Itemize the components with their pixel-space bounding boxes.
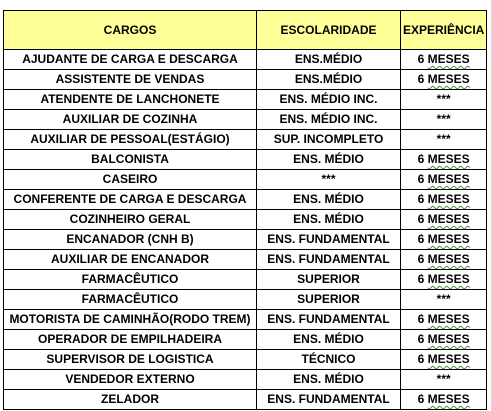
cell-cargo[interactable]: MOTORISTA DE CAMINHÃO(RODO TREM) [4,310,257,330]
cell-cargo[interactable]: ASSISTENTE DE VENDAS [4,70,257,90]
cell-experiencia[interactable]: 6 MESES [401,150,487,170]
cell-escolaridade[interactable]: ENS. MÉDIO [257,370,401,390]
table-row [4,390,487,410]
cell-experiencia[interactable]: 6 MESES [401,270,487,290]
job-openings-table [3,10,487,410]
cell-escolaridade[interactable]: ENS.MÉDIO [257,70,401,90]
header-row [4,11,487,50]
cell-cargo[interactable]: VENDEDOR EXTERNO [4,370,257,390]
cell-cargo[interactable]: CONFERENTE DE CARGA E DESCARGA [4,190,257,210]
header-escolaridade[interactable]: ESCOLARIDADE [257,11,401,50]
cell-cargo[interactable]: AUXILIAR DE COZINHA [4,110,257,130]
table-row [4,270,487,290]
table-row [4,230,487,250]
cell-experiencia[interactable]: 6 MESES [401,230,487,250]
cell-escolaridade[interactable]: ENS. FUNDAMENTAL [257,230,401,250]
cell-experiencia[interactable]: 6 MESES [401,330,487,350]
cell-escolaridade[interactable]: SUPERIOR [257,270,401,290]
cell-escolaridade[interactable]: ENS. MÉDIO INC. [257,110,401,130]
cell-escolaridade[interactable]: SUP. INCOMPLETO [257,130,401,150]
table-row [4,50,487,70]
table-row [4,330,487,350]
table-row [4,70,487,90]
header-experiencia[interactable]: EXPERIÊNCIA [401,11,487,50]
cell-experiencia[interactable]: 6 MESES [401,50,487,70]
cell-escolaridade[interactable]: ENS. MÉDIO [257,330,401,350]
cell-escolaridade[interactable]: ENS. MÉDIO INC. [257,90,401,110]
table-row [4,370,487,390]
cell-escolaridade[interactable]: ENS. FUNDAMENTAL [257,250,401,270]
cell-experiencia[interactable]: 6 MESES [401,250,487,270]
table-row [4,310,487,330]
cell-escolaridade[interactable]: ENS. MÉDIO [257,190,401,210]
table-row [4,170,487,190]
cell-experiencia[interactable]: 6 MESES [401,210,487,230]
cell-escolaridade[interactable]: ENS. MÉDIO [257,150,401,170]
table-row [4,250,487,270]
cell-cargo[interactable]: AUXILIAR DE PESSOAL(ESTÁGIO) [4,130,257,150]
table-row [4,290,487,310]
cell-cargo[interactable]: FARMACÊUTICO [4,290,257,310]
cell-experiencia[interactable]: *** [401,130,487,150]
cell-escolaridade[interactable]: ENS. MÉDIO [257,210,401,230]
cell-experiencia[interactable]: 6 MESES [401,310,487,330]
cell-cargo[interactable]: FARMACÊUTICO [4,270,257,290]
cell-experiencia[interactable]: 6 MESES [401,390,487,410]
table-row [4,90,487,110]
cell-escolaridade[interactable]: SUPERIOR [257,290,401,310]
cell-cargo[interactable]: AJUDANTE DE CARGA E DESCARGA [4,50,257,70]
cell-cargo[interactable]: SUPERVISOR DE LOGISTICA [4,350,257,370]
cell-cargo[interactable]: ZELADOR [4,390,257,410]
cell-experiencia[interactable]: *** [401,90,487,110]
header-cargos[interactable]: CARGOS [4,11,257,50]
cell-experiencia[interactable]: *** [401,370,487,390]
table-row [4,130,487,150]
cell-cargo[interactable]: COZINHEIRO GERAL [4,210,257,230]
table-row [4,150,487,170]
cell-cargo[interactable]: OPERADOR DE EMPILHADEIRA [4,330,257,350]
table-row [4,210,487,230]
cell-cargo[interactable]: ATENDENTE DE LANCHONETE [4,90,257,110]
cell-escolaridade[interactable]: *** [257,170,401,190]
table-row [4,350,487,370]
cell-experiencia[interactable]: 6 MESES [401,70,487,90]
cell-cargo[interactable]: ENCANADOR (CNH B) [4,230,257,250]
table-row [4,110,487,130]
cell-experiencia[interactable]: 6 MESES [401,170,487,190]
table-row [4,190,487,210]
cell-cargo[interactable]: AUXILIAR DE ENCANADOR [4,250,257,270]
cell-cargo[interactable]: CASEIRO [4,170,257,190]
cell-escolaridade[interactable]: ENS. FUNDAMENTAL [257,390,401,410]
cell-cargo[interactable]: BALCONISTA [4,150,257,170]
cell-experiencia[interactable]: *** [401,290,487,310]
cell-escolaridade[interactable]: ENS.MÉDIO [257,50,401,70]
cell-experiencia[interactable]: *** [401,110,487,130]
cell-experiencia[interactable]: 6 MESES [401,190,487,210]
cell-experiencia[interactable]: 6 MESES [401,350,487,370]
cell-escolaridade[interactable]: ENS. FUNDAMENTAL [257,310,401,330]
cell-escolaridade[interactable]: TÉCNICO [257,350,401,370]
